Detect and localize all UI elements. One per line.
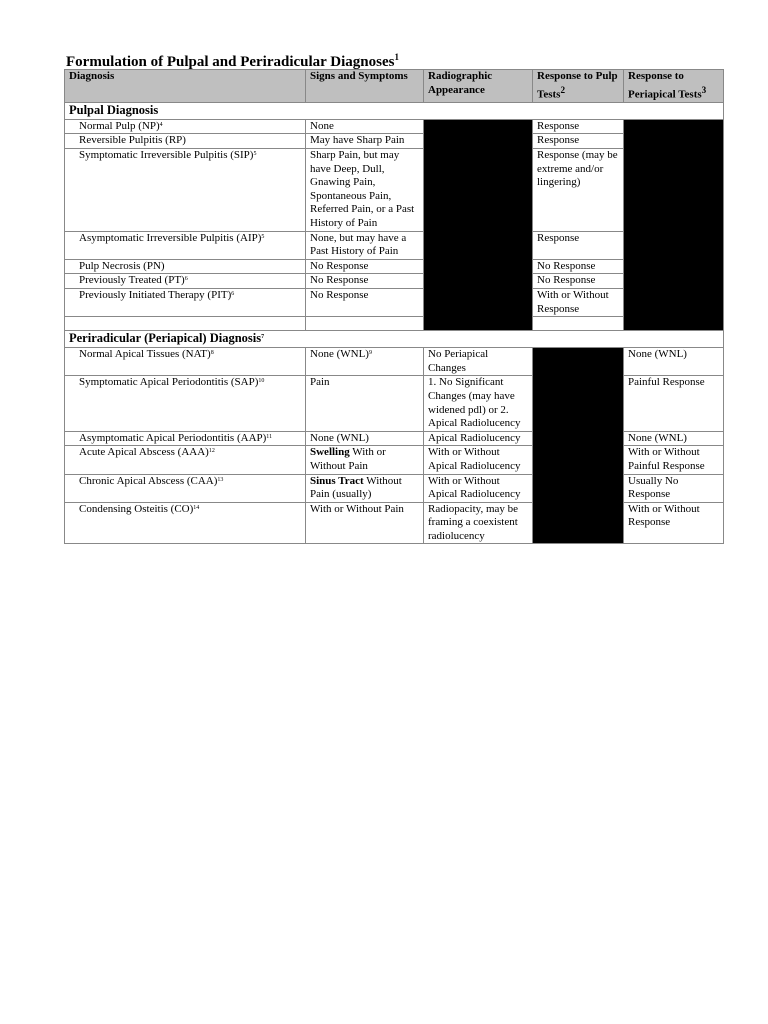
section-pulpal-label: Pulpal Diagnosis [65,102,724,119]
diagnosis-cell [65,474,306,502]
footnote-ref: 8 [210,350,214,357]
radiographic-cell: No Periapical Changes [424,348,533,376]
signs-cell: None [306,119,424,134]
diagnosis-cell [65,119,306,134]
header-periapical-tests [624,70,724,103]
diagnosis-cell [65,376,306,431]
header-periapical-tests-text: Response to Periapical Tests [628,70,702,101]
radiographic-blackout [424,119,533,330]
signs-text: With or Without Pain [310,446,386,472]
diagnoses-table [64,69,724,544]
table-row [65,474,724,502]
document-title-text: Formulation of Pulpal and Periradicular Diagnoses [66,54,395,70]
section-periradicular [65,331,724,348]
footnote-ref: 7 [261,334,265,341]
signs-cell: No Response [306,259,424,274]
header-pulp-tests [533,70,624,103]
header-signs: Signs and Symptoms [306,70,424,103]
header-radiographic: Radiographic Appearance [424,70,533,103]
signs-cell [306,348,424,376]
radiographic-cell: With or Without Apical Radiolucency [424,474,533,502]
pulp-cell: Response (may be extreme and/or lingering) [533,149,624,232]
periapical-cell: With or Without Painful Response [624,446,724,474]
footnote-ref: 5 [261,233,265,240]
footnote-ref: 9 [368,350,372,357]
pulp-cell: Response [533,231,624,259]
periapical-cell: None (WNL) [624,348,724,376]
signs-cell [306,474,424,502]
footnote-ref: 6 [231,290,235,297]
signs-cell: Sharp Pain, but may have Deep, Dull, Gnawing Pain, Spontaneous Pain, Referred Pain, or a Past History of Pain [306,149,424,232]
diagnosis-cell [65,149,306,232]
footnote-ref: 13 [217,476,224,483]
diagnosis-name: Acute Apical Abscess (AAA) [79,446,209,459]
diagnosis-cell [65,502,306,544]
diagnosis-name: Normal Apical Tissues (NAT) [79,348,211,361]
section-periradicular-text: Periradicular (Periapical) Diagnosis [69,331,262,346]
diagnosis-cell [65,259,306,274]
pulp-cell: Response [533,119,624,134]
header-diagnosis: Diagnosis [65,70,306,103]
table-row [65,446,724,474]
footnote-ref: 12 [208,448,215,455]
periapical-cell: None (WNL) [624,431,724,446]
pulp-cell: No Response [533,274,624,289]
radiographic-cell: Radiopacity, may be framing a coexistent radiolucency [424,502,533,544]
diagnosis-cell [65,134,306,149]
header-pulp-tests-text: Response to Pulp Tests [537,70,618,101]
signs-cell: May have Sharp Pain [306,134,424,149]
diagnosis-name: Symptomatic Irreversible Pulpitis (SIP) [79,149,254,162]
diagnosis-name: Asymptomatic Irreversible Pulpitis (AIP) [79,231,262,244]
signs-cell: No Response [306,288,424,316]
radiographic-cell: Apical Radiolucency [424,431,533,446]
signs-cell: None (WNL) [306,431,424,446]
table-row [65,376,724,431]
signs-cell: Pain [306,376,424,431]
empty-cell [306,317,424,331]
table-row [65,431,724,446]
periapical-cell: With or Without Response [624,502,724,544]
footnote-ref: 6 [184,276,188,283]
signs-text: Without Pain (usually) [310,474,402,501]
signs-bold-text: Swelling [310,446,350,459]
diagnosis-cell [65,348,306,376]
diagnosis-cell [65,231,306,259]
footnote-ref: 11 [266,433,273,440]
signs-cell: None, but may have a Past History of Pain [306,231,424,259]
pulp-cell: No Response [533,259,624,274]
empty-cell [65,317,306,331]
footnote-ref: 5 [253,151,257,158]
diagnosis-cell [65,288,306,316]
table-row [65,502,724,544]
signs-cell [306,446,424,474]
section-pulpal [65,102,724,119]
header-row [65,70,724,103]
diagnosis-name: Asymptomatic Apical Periodontitis (AAP) [79,431,267,444]
footnote-ref: 14 [193,504,200,511]
diagnosis-name: Normal Pulp (NP) [79,119,160,132]
signs-cell: No Response [306,274,424,289]
footnote-ref: 10 [258,378,265,385]
periapical-blackout [624,119,724,330]
signs-cell: With or Without Pain [306,502,424,544]
diagnosis-cell [65,274,306,289]
header-periapical-ref: 3 [701,84,707,95]
header-pulp-ref: 2 [560,84,566,95]
radiographic-cell: 1. No Significant Changes (may have widened pdl) or 2. Apical Radiolucency [424,376,533,431]
empty-cell [533,317,624,331]
pulp-cell: Response [533,134,624,149]
pulp-blackout [533,348,624,544]
radiographic-cell: With or Without Apical Radiolucency [424,446,533,474]
signs-text: None (WNL) [310,348,369,361]
diagnosis-name: Chronic Apical Abscess (CAA) [79,474,218,487]
section-periradicular-label [65,331,724,348]
diagnosis-name: Previously Treated (PT) [79,274,185,287]
pulp-cell: With or Without Response [533,288,624,316]
table-row [65,348,724,376]
periapical-cell: Painful Response [624,376,724,431]
diagnosis-cell [65,431,306,446]
title-footnote-ref: 1 [394,52,399,62]
signs-bold-text: Sinus Tract [310,474,364,487]
diagnosis-name: Pulp Necrosis (PN) [79,259,165,272]
diagnosis-name: Condensing Osteitis (CO) [79,502,194,515]
periapical-cell: Usually No Response [624,474,724,502]
footnote-ref: 4 [159,121,163,128]
diagnosis-cell [65,446,306,474]
table-row [65,119,724,134]
diagnosis-name: Previously Initiated Therapy (PIT) [79,288,232,301]
diagnosis-name: Symptomatic Apical Periodontitis (SAP) [79,376,259,389]
diagnosis-name: Reversible Pulpitis (RP) [79,134,186,147]
